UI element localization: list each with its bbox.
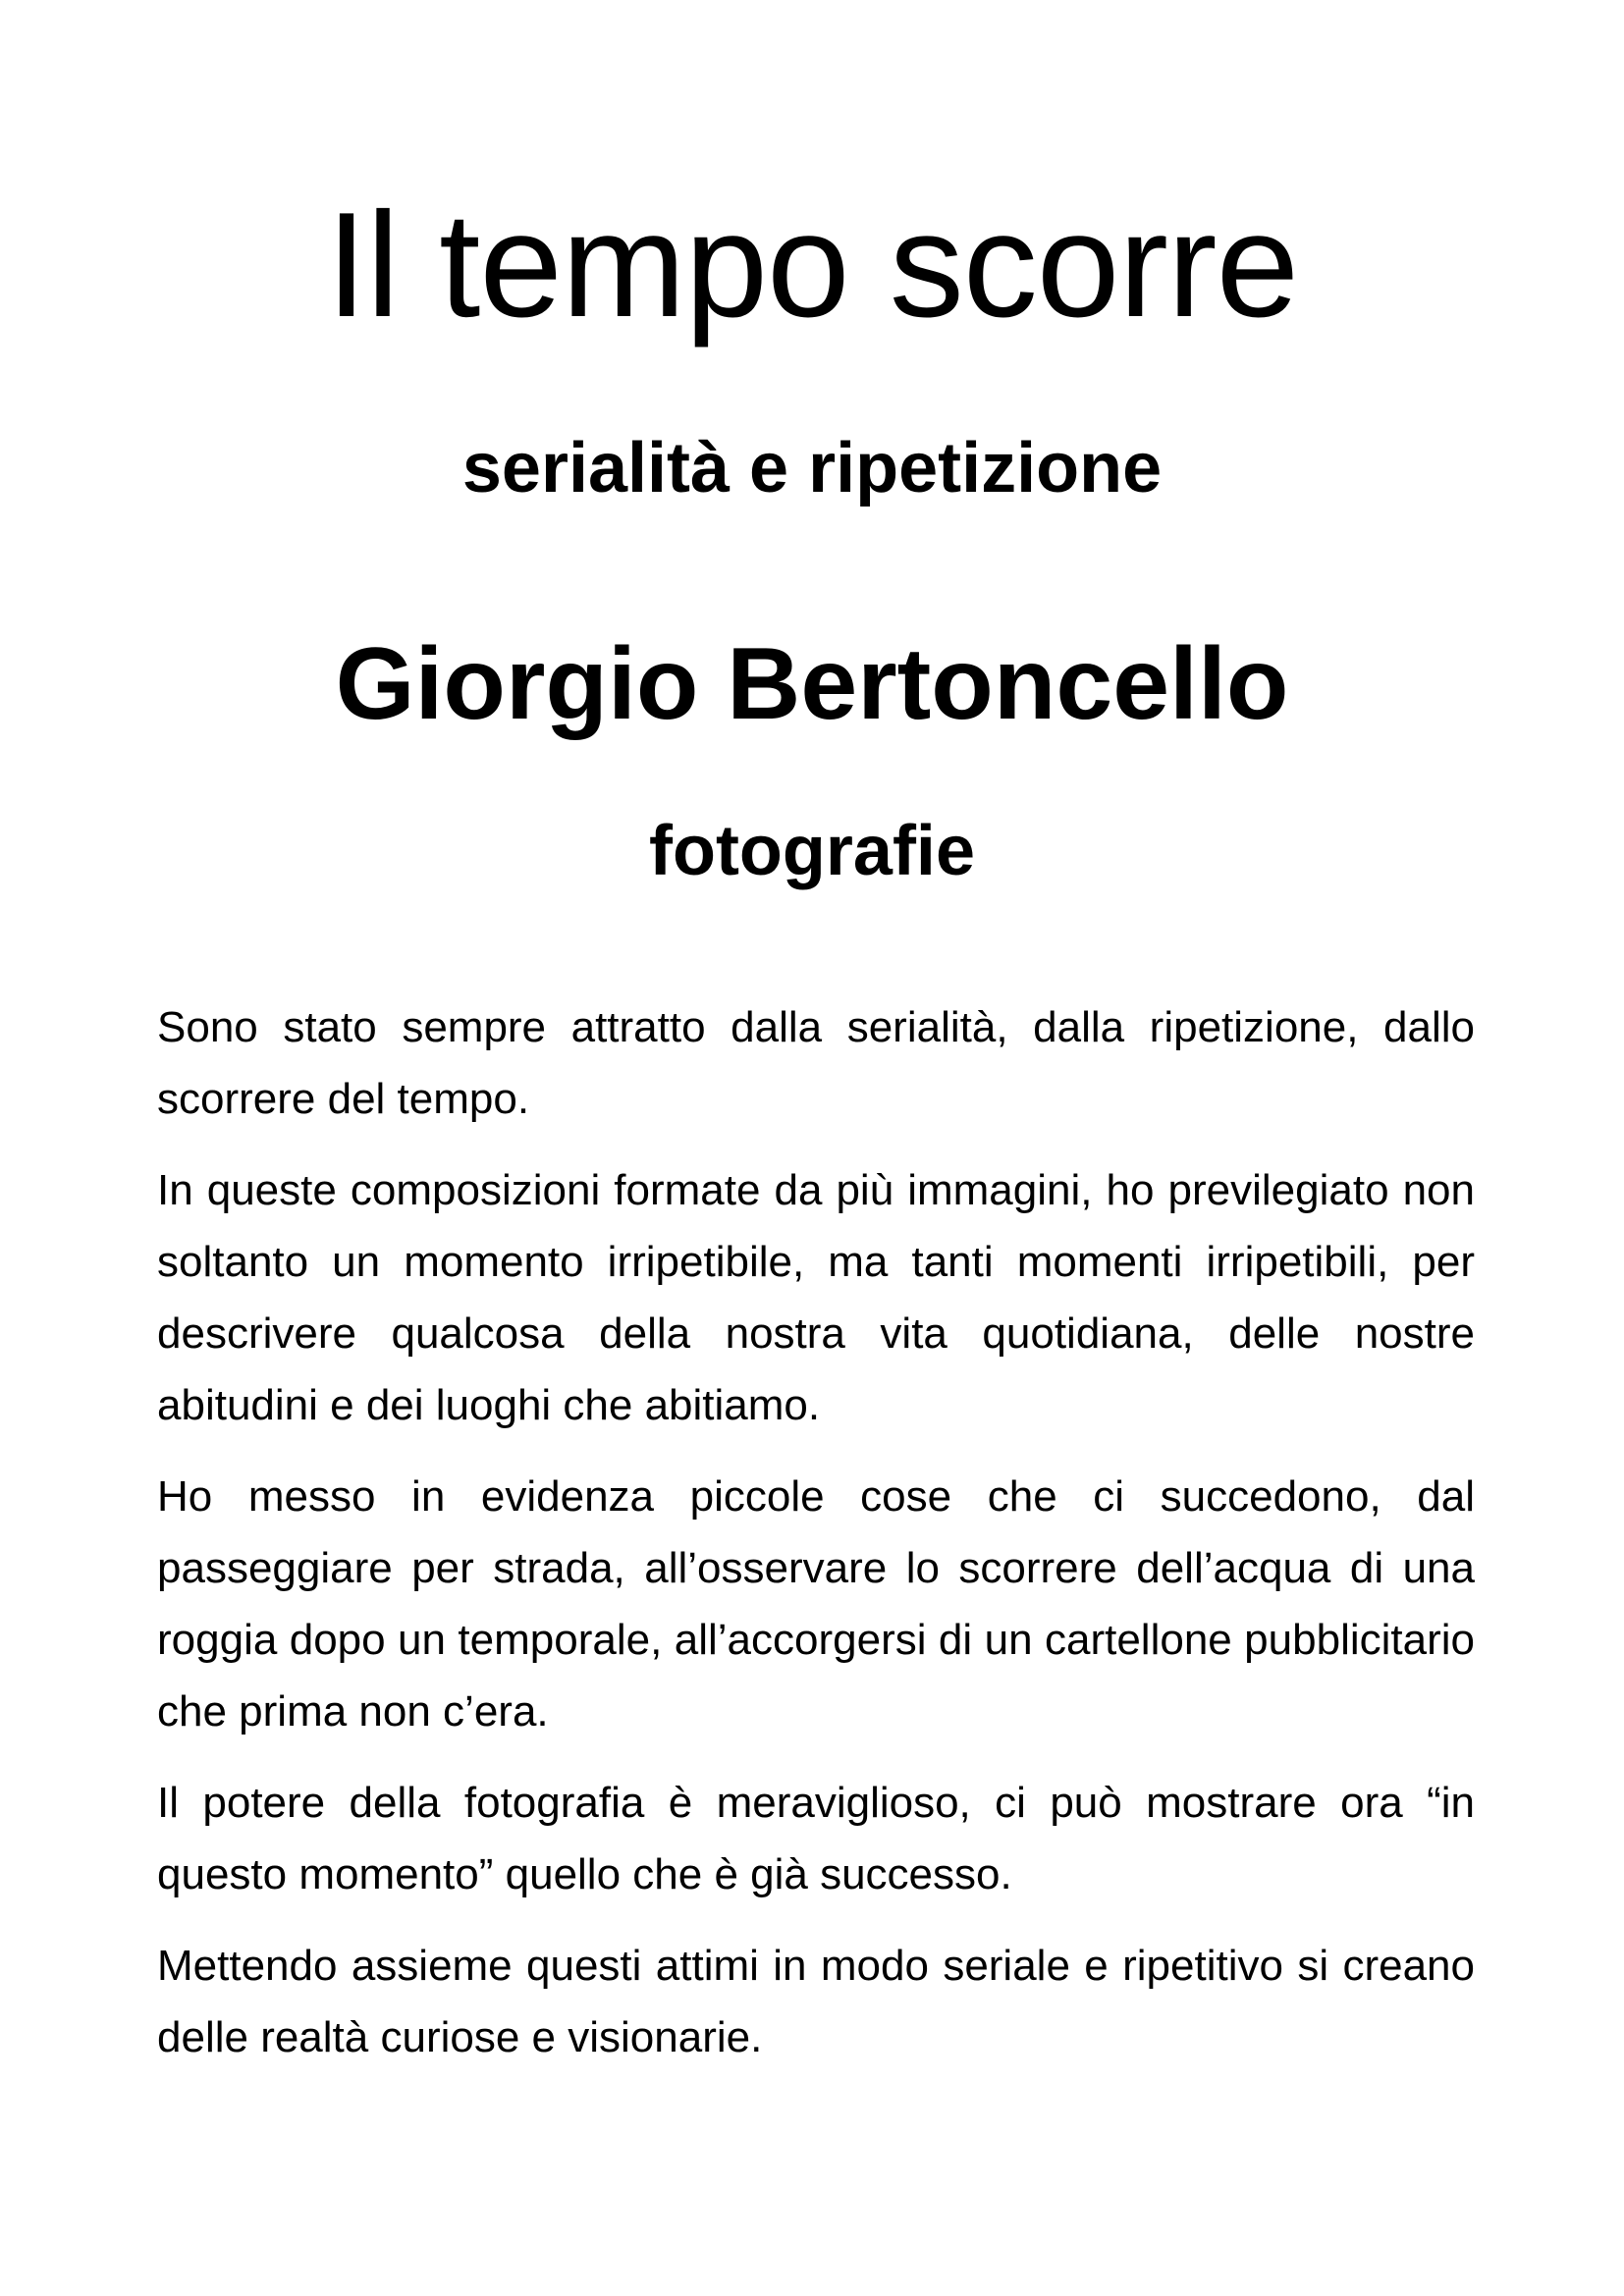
document-subtitle: serialità e ripetizione — [461, 429, 1163, 507]
paragraph: Il potere della fotografia è meraviglioso, ci può mostrare ora “in questo momento” quello che è già successo. — [157, 1779, 1475, 1898]
document-caption: fotografie — [649, 812, 975, 890]
paragraph: In queste composizioni formate da più immagini, ho previlegiato non soltanto un momento irripetibile, ma tanti momenti irripetibili, per descrivere qualcosa della nostra vita quotidiana, delle nostre abitudini e dei luoghi che abitiamo. — [157, 1166, 1475, 1429]
paragraph: Ho messo in evidenza piccole cose che ci succedono, dal passeggiare per strada, all’osservare lo scorrere dell’acqua di una roggia dopo un temporale, all’accorgersi di un cartellone pubblicitario che prima non c’era. — [157, 1472, 1475, 1735]
document-title: Il tempo scorre — [325, 182, 1299, 348]
paragraph: Sono stato sempre attratto dalla serialità, dalla ripetizione, dallo scorrere del tempo. — [157, 1003, 1475, 1123]
author-name: Giorgio Bertoncello — [335, 627, 1289, 741]
body-text — [157, 991, 1475, 2093]
paragraph: Mettendo assieme questi attimi in modo seriale e ripetitivo si creano delle realtà curiose e visionarie. — [157, 1942, 1475, 2061]
